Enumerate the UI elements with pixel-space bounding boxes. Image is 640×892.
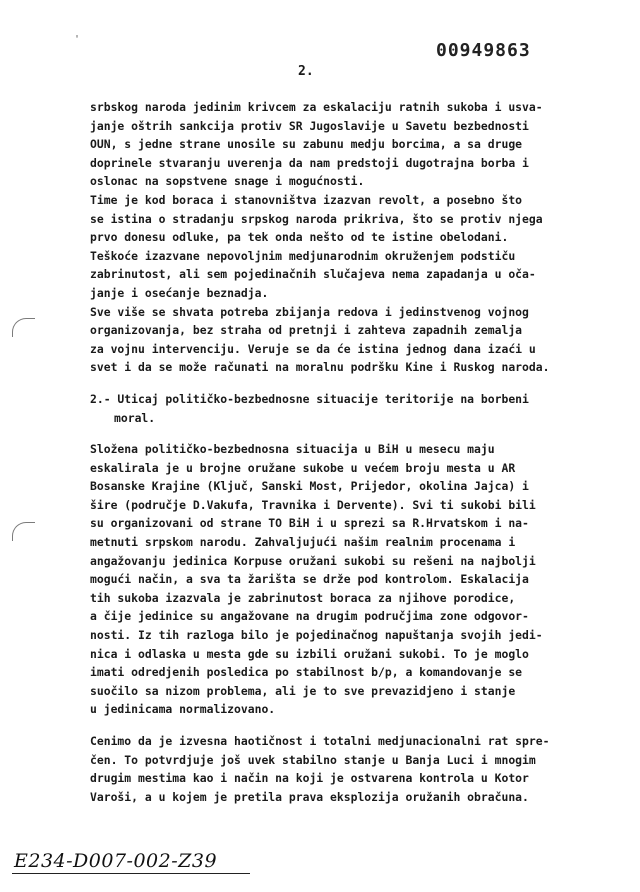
text-line: prvo donesu odluke, pa tek onda nešto od te istine obelodani.: [90, 230, 509, 245]
text-line: a čije jedinice su angažovane na drugim područjima zone odgovor-: [90, 609, 529, 624]
text-line: čen. To potvrdjuje još uvek stabilno stanje u Banja Luci i mnogim: [90, 752, 536, 767]
text-line: nosti. Iz tih razloga bilo je pojedinačnog napuštanja svojih jedi-: [90, 628, 543, 643]
text-line: janje oštrih sankcija protiv SR Jugoslavije u Savetu bezbednosti: [90, 118, 529, 133]
text-line: metnuti srpskom narodu. Zahvaljujući našim realnim procenama i: [90, 535, 516, 550]
handwritten-reference: E234-D007-002-Z39: [14, 850, 218, 872]
paragraph-gap: [90, 427, 590, 440]
text-line: organizovanja, bez straha od pretnji i zahteva zapadnih zemalja: [90, 323, 523, 338]
text-line: Cenimo da je izvesna haotičnost i totalni medjunacionalni rat spre-: [90, 734, 550, 748]
text-line: se istina o stradanju srpskog naroda prikriva, što se protiv njega: [90, 211, 543, 226]
text-line: šire (područje D.Vakufa, Travnika i Dervente). Svi ti sukobi bili: [90, 497, 536, 512]
text-line: Sve više se shvata potreba zbijanja redova i jedinstvenog vojnog: [90, 304, 529, 319]
document-body: [90, 98, 590, 806]
text-line: drugim mestima kao i način na koji je ostvarena kontrola u Kotor: [90, 771, 529, 786]
text-line: nica i odlaska u mesta gde su izbili oružani sukobi. To je moglo: [90, 646, 529, 661]
text-line: zabrinutost, ali sem pojedinačnih slučajeva nema zapadanja u oča-: [90, 267, 536, 282]
handwritten-underline: [12, 873, 250, 874]
margin-punch-mark: [12, 522, 35, 541]
text-line: Teškoće izazvane nepovoljnim medjunarodnim okruženjem podstiču: [90, 248, 516, 263]
text-line: janje i osećanje beznadja.: [90, 285, 269, 300]
text-line: za vojnu intervenciju. Veruje se da će istina jednog dana izaći u: [90, 341, 536, 356]
text-line: tih sukoba izazvala je zabrinutost boraca za njihove porodice,: [90, 590, 516, 605]
text-line: Time je kod boraca i stanovništva izazvan revolt, a posebno što: [90, 192, 523, 207]
text-line: moral.: [114, 410, 156, 425]
text-line: srbskog naroda jedinim krivcem za eskalaciju ratnih sukoba i usva-: [90, 100, 543, 114]
text-line: imati odredjenih posledica po stabilnost b/p, a komandovanje se: [90, 665, 523, 680]
text-line: Složena političko-bezbednosna situacija u BiH u mesecu maju: [90, 442, 495, 457]
text-line: oslonac na sopstvene snage i mogućnosti.: [90, 174, 365, 189]
document-id-stamp: 00949863: [436, 40, 531, 61]
text-line: doprinele stvaranju uverenja da nam predstoji dugotrajna borba i: [90, 155, 529, 170]
text-line: Bosanske Krajine (Ključ, Sanski Most, Prijedor, okolina Jajca) i: [90, 479, 529, 494]
page-number: 2.: [298, 64, 314, 79]
text-line: svet i da se može računati na moralnu podršku Kine i Ruskog naroda.: [90, 360, 550, 375]
text-line: u jedinicama normalizovano.: [90, 702, 276, 717]
text-line: suočilo sa nizom problema, ali je to sve prevazidjeno i stanje: [90, 683, 516, 698]
text-line: OUN, s jedne strane unosile su zabunu medju borcima, a sa druge: [90, 137, 523, 152]
text-line: Varoši, a u kojem je pretila prava eksplozija oružanih obračuna.: [90, 789, 529, 804]
margin-punch-mark: [12, 318, 35, 337]
text-line: angažovanju jedinica Korpuse oružani sukobi su rešeni na najbolji: [90, 553, 536, 568]
paragraph-gap: [90, 377, 590, 390]
paragraph-gap: [90, 719, 590, 732]
scan-tick-mark: ': [74, 34, 81, 45]
paragraph: [90, 440, 590, 719]
text-line: mogući način, a sva ta žarišta se drže pod kontrolom. Eskalacija: [90, 572, 529, 587]
section-heading: [90, 390, 590, 427]
text-line: su organizovani od strane TO BiH i u sprezi sa R.Hrvatskom i na-: [90, 516, 529, 531]
paragraph: [90, 732, 590, 806]
text-line: 2.- Uticaj političko-bezbednosne situacije teritorije na borbeni: [90, 391, 529, 406]
paragraph: [90, 98, 590, 377]
text-line: eskalirala je u brojne oružane sukobe u većem broju mesta u AR: [90, 460, 516, 475]
